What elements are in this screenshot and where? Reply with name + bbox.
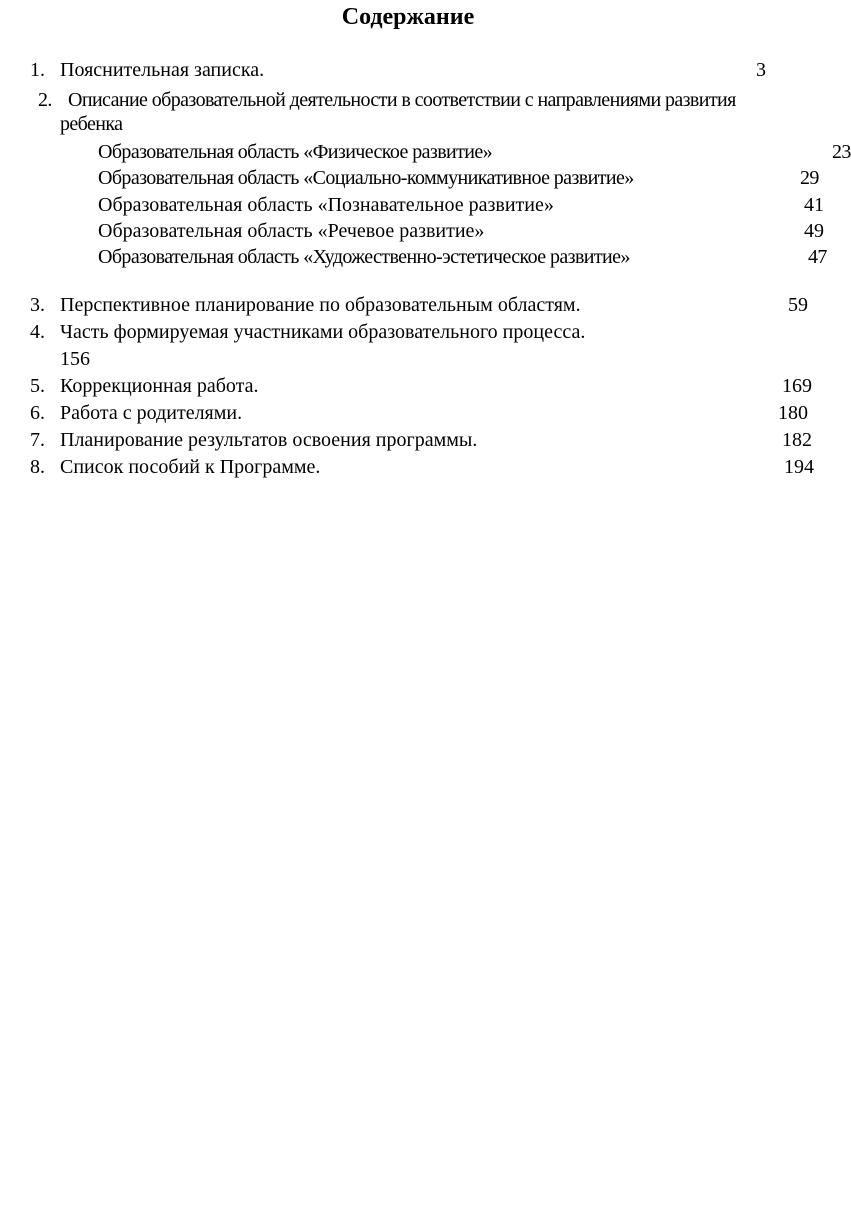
toc-item-text: Образовательная область «Физическое развитие»: [98, 141, 493, 163]
toc-item-text: Пояснительная записка.: [60, 59, 265, 81]
toc-item-page: 59: [788, 294, 808, 316]
toc-item-text: Часть формируемая участниками образовательного процесса.: [60, 321, 586, 343]
toc-item-page: 41: [804, 194, 824, 216]
toc-item-number: 7.: [30, 429, 45, 451]
toc-item-text: Перспективное планирование по образовательным областям.: [60, 294, 581, 316]
toc-item-text: Образовательная область «Речевое развитие»: [98, 220, 485, 242]
toc-item-page: 169: [782, 375, 812, 397]
toc-item-text: Образовательная область «Познавательное развитие»: [98, 194, 554, 216]
toc-item-text: Работа с родителями.: [60, 402, 243, 424]
toc-item-text: Коррекционная работа.: [60, 375, 259, 397]
toc-item-text: ребенка: [60, 113, 123, 135]
toc-item-number: 6.: [30, 402, 45, 424]
toc-item-number: 1.: [30, 59, 45, 81]
toc-item-number: 8.: [30, 456, 45, 478]
toc-item-text: Образовательная область «Социально-коммуникативное развитие»: [98, 167, 634, 189]
page-title: Содержание: [341, 4, 475, 30]
toc-item-text: Описание образовательной деятельности в соответствии с направлениями развития: [68, 89, 736, 111]
toc-item-page: 156: [60, 348, 90, 370]
toc-item-page: 3: [756, 59, 766, 81]
toc-item-number: 4.: [30, 321, 45, 343]
toc-item-text: Планирование результатов освоения программы.: [60, 429, 478, 451]
toc-item-page: 29: [800, 167, 819, 189]
toc-item-text: Образовательная область «Художественно-эстетическое развитие»: [98, 246, 630, 268]
toc-item-page: 49: [804, 220, 824, 242]
toc-item-number: 3.: [30, 294, 45, 316]
toc-item-page: 47: [808, 246, 827, 268]
toc-item-page: 182: [782, 429, 812, 451]
toc-item-page: 180: [778, 402, 808, 424]
toc-item-text: Список пособий к Программе.: [60, 456, 321, 478]
toc-item-number: 5.: [30, 375, 45, 397]
toc-item-page: 23: [832, 141, 851, 163]
toc-item-number: 2.: [38, 89, 52, 111]
toc-item-page: 194: [784, 456, 814, 478]
